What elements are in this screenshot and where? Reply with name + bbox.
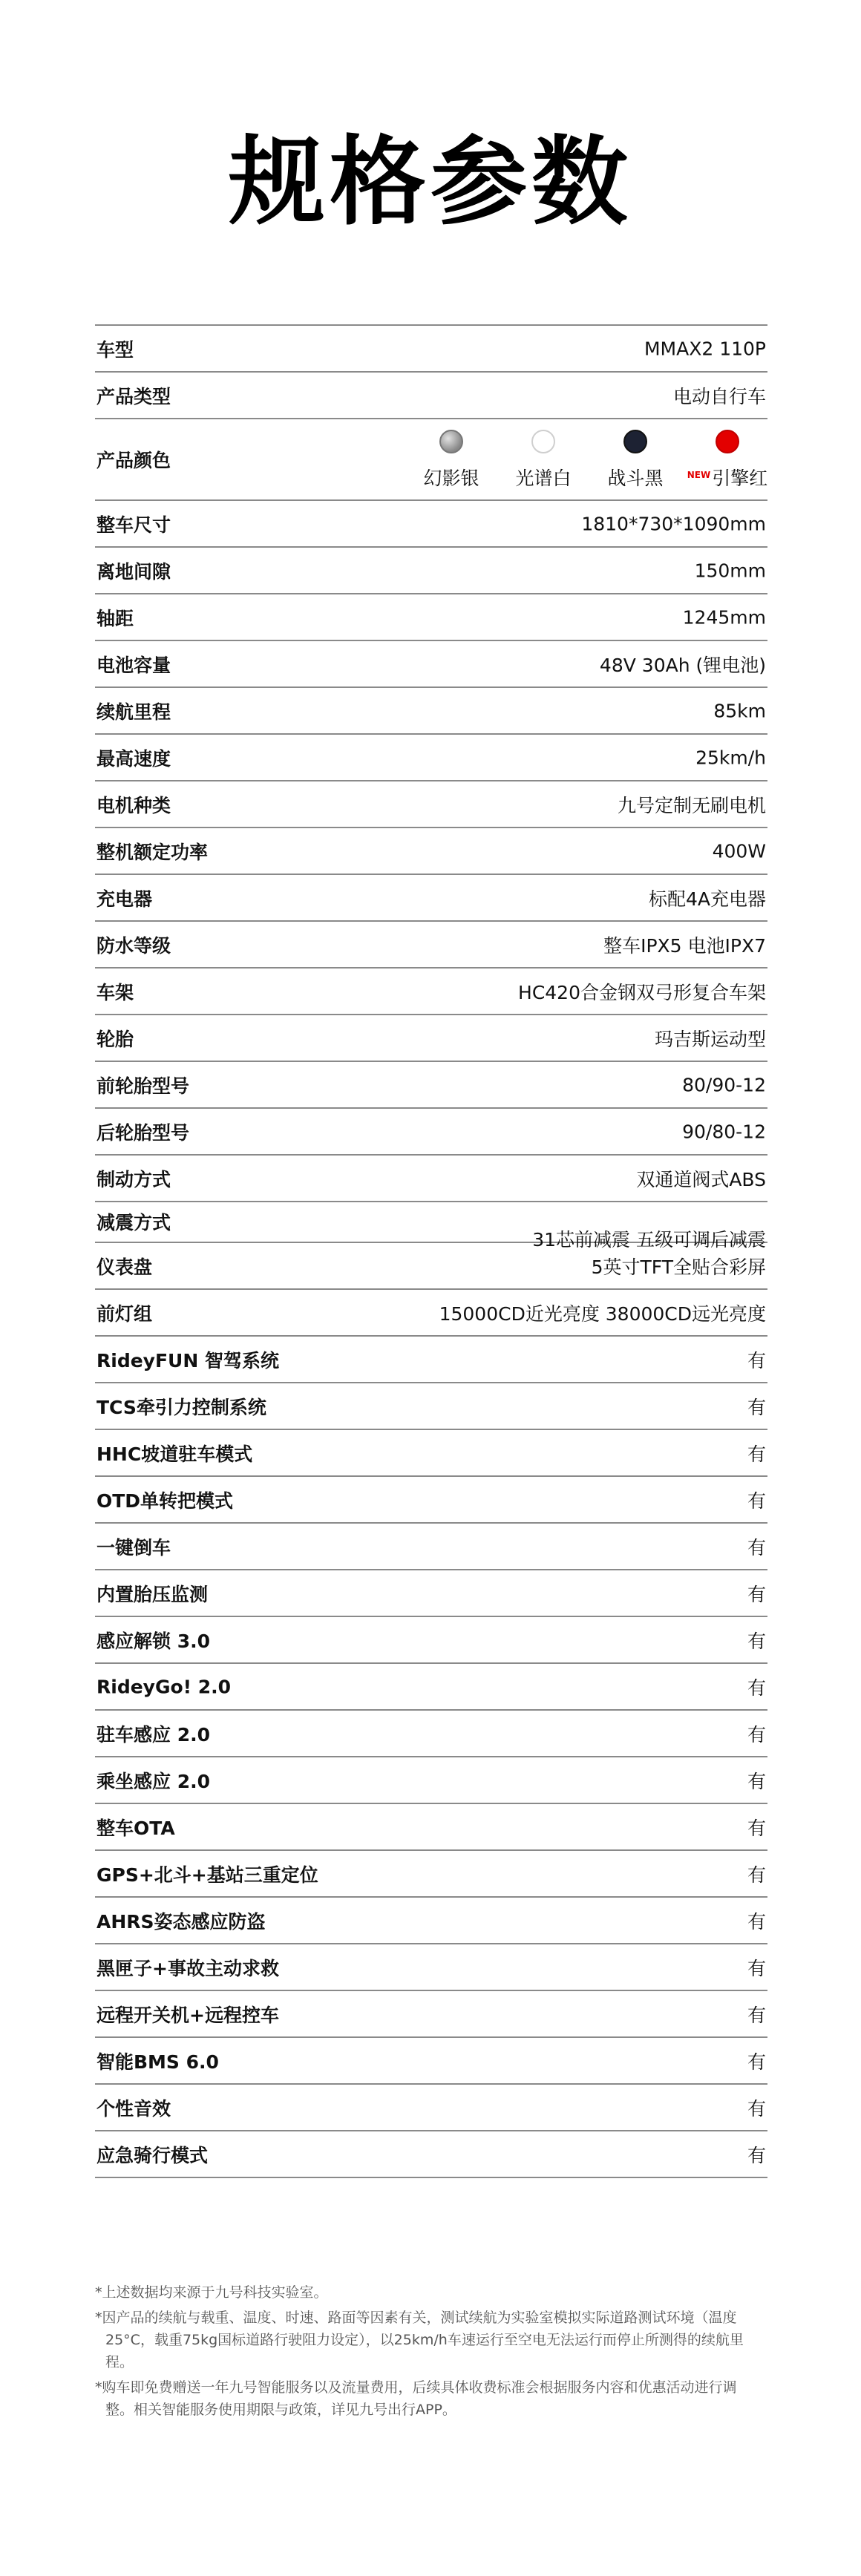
- spec-label: 续航里程: [96, 701, 171, 723]
- color-name-text: 引擎红: [712, 468, 768, 489]
- new-badge: NEW: [687, 469, 711, 480]
- spec-row: [95, 1156, 767, 1202]
- spec-row-colors: [95, 419, 767, 501]
- spec-value: 玛吉斯运动型: [654, 1028, 766, 1050]
- spec-row: [95, 2131, 767, 2178]
- spec-value: 有: [747, 1770, 766, 1792]
- spec-value: 15000CD近光亮度 38000CD远光亮度: [439, 1302, 766, 1325]
- spec-value: HC420合金钢双弓形复合车架: [518, 981, 766, 1003]
- spec-row: [95, 1243, 767, 1290]
- spec-row: [95, 594, 767, 641]
- spec-value: 5英寸TFT全贴合彩屏: [591, 1256, 766, 1278]
- spec-label: 轴距: [96, 607, 134, 629]
- spec-row: [95, 1430, 767, 1477]
- spec-label: 一键倒车: [96, 1536, 171, 1559]
- spec-value: 有: [747, 1723, 766, 1746]
- color-name: [687, 464, 768, 491]
- spec-label: 电池容量: [96, 654, 171, 676]
- spec-row: [95, 2085, 767, 2131]
- spec-value: 有: [747, 1349, 766, 1371]
- spec-label: 产品颜色: [96, 450, 171, 471]
- spec-row: [95, 1337, 767, 1383]
- spec-row: [95, 1991, 767, 2038]
- spec-label: 黑匣子+事故主动求救: [96, 1957, 279, 1979]
- color-swatch-white: [531, 430, 555, 453]
- spec-value: 电动自行车: [672, 385, 766, 407]
- spec-label: RideyGo! 2.0: [96, 1676, 232, 1697]
- spec-value: 有: [747, 1443, 766, 1465]
- spec-row: [95, 1290, 767, 1337]
- spec-row: [95, 969, 767, 1015]
- spec-row: [95, 1570, 767, 1617]
- spec-value: 有: [747, 1677, 766, 1699]
- spec-label: 整机额定功率: [96, 841, 209, 863]
- color-option-silver: [413, 430, 490, 491]
- spec-label: 离地间隙: [96, 560, 171, 583]
- spec-label: 前轮胎型号: [96, 1075, 190, 1097]
- spec-value: 有: [747, 1536, 766, 1559]
- spec-label: 感应解锁 3.0: [96, 1630, 210, 1652]
- spec-value: 90/80-12: [682, 1121, 766, 1142]
- spec-label: 个性音效: [96, 2097, 171, 2120]
- spec-value: 48V 30Ah (锂电池): [599, 654, 766, 676]
- spec-value: 150mm: [694, 560, 766, 581]
- spec-label: 整车尺寸: [96, 514, 171, 536]
- spec-value: 有: [747, 2097, 766, 2120]
- spec-label: 减震方式: [96, 1212, 171, 1233]
- spec-row: [95, 1898, 767, 1944]
- spec-label: 前灯组: [96, 1302, 153, 1325]
- spec-row: [95, 922, 767, 969]
- spec-label: 仪表盘: [96, 1256, 153, 1278]
- footnotes: [95, 2281, 763, 2424]
- spec-label: 智能BMS 6.0: [96, 2051, 219, 2073]
- spec-row: [95, 1851, 767, 1898]
- spec-value: 九号定制无刷电机: [617, 794, 766, 816]
- spec-value: 标配4A充电器: [648, 888, 766, 910]
- spec-label: 远程开关机+远程控车: [96, 2004, 279, 2026]
- color-swatch-red: [716, 430, 739, 453]
- spec-label: TCS牵引力控制系统: [96, 1396, 266, 1418]
- color-name: 幻影银: [423, 468, 479, 489]
- spec-value: 有: [747, 1817, 766, 1839]
- spec-label: 应急骑行模式: [96, 2144, 209, 2166]
- spec-row: [95, 1109, 767, 1156]
- spec-row: [95, 1477, 767, 1524]
- spec-value: MMAX2 110P: [644, 338, 766, 359]
- spec-value: 85km: [713, 700, 766, 721]
- spec-row: [95, 1524, 767, 1570]
- color-option-red: [689, 430, 766, 491]
- footnote: *上述数据均来源于九号科技实验室。: [95, 2284, 328, 2301]
- spec-row: [95, 1062, 767, 1109]
- spec-label: 车型: [96, 338, 134, 361]
- spec-label: GPS+北斗+基站三重定位: [96, 1864, 318, 1886]
- spec-row: [95, 1617, 767, 1664]
- spec-row: [95, 1804, 767, 1851]
- spec-row: [95, 781, 767, 828]
- spec-label: 产品类型: [96, 385, 171, 407]
- color-swatch-black: [623, 430, 647, 453]
- spec-row: [95, 1757, 767, 1804]
- footnote: *购车即免费赠送一年九号智能服务以及流量费用，后续具体收费标准会根据服务内容和优惠活动进行调整。相关智能服务使用期限与政策，详见九号出行APP。: [95, 2379, 737, 2418]
- spec-label: OTD单转把模式: [96, 1489, 234, 1512]
- spec-label: 最高速度: [96, 747, 171, 770]
- spec-value: 双通道阀式ABS: [636, 1168, 766, 1190]
- spec-label: 电机种类: [96, 794, 171, 816]
- spec-value: 有: [747, 1489, 766, 1512]
- spec-label: 整车OTA: [96, 1817, 175, 1839]
- spec-label: 车架: [96, 981, 134, 1003]
- spec-value: 有: [747, 1583, 766, 1605]
- spec-label: 充电器: [96, 888, 153, 910]
- spec-label: 乘坐感应 2.0: [96, 1770, 210, 1792]
- spec-value: 有: [747, 1957, 766, 1979]
- spec-label: 内置胎压监测: [96, 1583, 209, 1605]
- spec-value: 1810*730*1090mm: [581, 513, 766, 534]
- footnote: *因产品的续航与载重、温度、时速、路面等因素有关，测试续航为实验室模拟实际道路测试环境（温度25°C，载重75kg国标道路行驶阻力设定），以25km/h车速运行至空电无法运行而停止所测得的续航里程。: [95, 2310, 744, 2370]
- spec-value: 有: [747, 1396, 766, 1418]
- spec-row: [95, 735, 767, 781]
- spec-label: 驻车感应 2.0: [96, 1723, 210, 1746]
- spec-table: [95, 324, 767, 2178]
- page-title: 规格参数: [228, 125, 632, 238]
- spec-label: 制动方式: [96, 1168, 171, 1190]
- spec-value: 400W: [712, 840, 766, 862]
- spec-label: HHC坡道驻车模式: [96, 1443, 253, 1465]
- spec-value: 整车IPX5 电池IPX7: [603, 934, 766, 957]
- color-name: 光谱白: [515, 468, 572, 489]
- color-option-white: [505, 430, 582, 491]
- spec-value: 有: [747, 1910, 766, 1933]
- spec-row: [95, 501, 767, 548]
- spec-value: 1245mm: [682, 606, 766, 628]
- spec-row-product-type: [95, 373, 767, 419]
- spec-value: 有: [747, 1864, 766, 1886]
- color-options: [413, 430, 766, 491]
- spec-label: 轮胎: [96, 1028, 134, 1050]
- spec-row-model: [95, 326, 767, 373]
- spec-row: [95, 641, 767, 688]
- spec-value: 25km/h: [695, 747, 766, 768]
- spec-label: RideyFUN 智驾系统: [96, 1349, 279, 1371]
- spec-label: AHRS姿态感应防盗: [96, 1910, 266, 1933]
- spec-value: 有: [747, 2004, 766, 2026]
- spec-label: 后轮胎型号: [96, 1121, 190, 1144]
- color-option-black: [597, 430, 674, 491]
- spec-label: 防水等级: [96, 934, 171, 957]
- spec-value: 有: [747, 2144, 766, 2166]
- spec-row: [95, 875, 767, 922]
- spec-row: [95, 688, 767, 735]
- spec-row: [95, 1383, 767, 1430]
- spec-row-damping: [95, 1202, 767, 1251]
- spec-row: [95, 1944, 767, 1991]
- spec-value: 80/90-12: [682, 1074, 766, 1095]
- spec-row: [95, 1664, 767, 1711]
- color-swatch-silver: [439, 430, 463, 453]
- spec-value: 31芯前减震 五级可调后减震: [532, 1229, 766, 1251]
- spec-row: [95, 2038, 767, 2085]
- spec-row: [95, 1711, 767, 1757]
- spec-row: [95, 828, 767, 875]
- spec-row: [95, 1015, 767, 1062]
- spec-value: 有: [747, 2051, 766, 2073]
- color-name: 战斗黑: [607, 468, 664, 489]
- spec-row: [95, 548, 767, 594]
- spec-value: 有: [747, 1630, 766, 1652]
